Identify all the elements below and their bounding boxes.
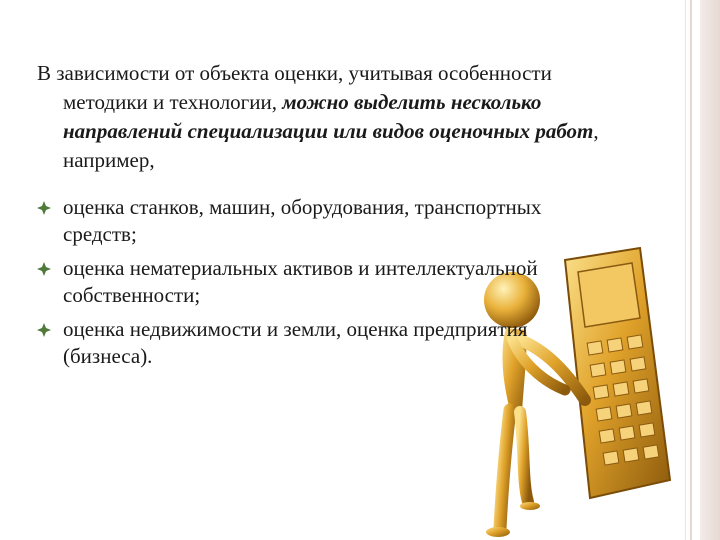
intro-emphasis: можно выделить несколько направлений специализации или видов оценочных работ — [63, 90, 594, 143]
intro-text-part2: , например, — [63, 119, 599, 172]
bullet-text: оценка нематериальных активов и интеллектуальной собственности; — [63, 256, 538, 307]
bullet-text: оценка станков, машин, оборудования, транспортных средств; — [63, 195, 542, 246]
list-item — [37, 316, 617, 370]
diamond-bullet-icon — [37, 323, 51, 337]
list-item — [37, 194, 617, 248]
intro-text-part1: В зависимости от объекта оценки, учитывая особенности методики и технологии, — [37, 61, 552, 114]
list-item — [37, 255, 617, 309]
bullet-text: оценка недвижимости и земли, оценка предприятия (бизнеса). — [63, 317, 528, 368]
intro-paragraph — [37, 59, 603, 175]
diamond-bullet-icon — [37, 201, 51, 215]
decorative-side-line-thin — [685, 0, 686, 540]
diamond-bullet-icon — [37, 262, 51, 276]
decorative-side-line — [690, 0, 692, 540]
decorative-side-band — [700, 0, 720, 540]
bullet-list — [37, 194, 617, 377]
